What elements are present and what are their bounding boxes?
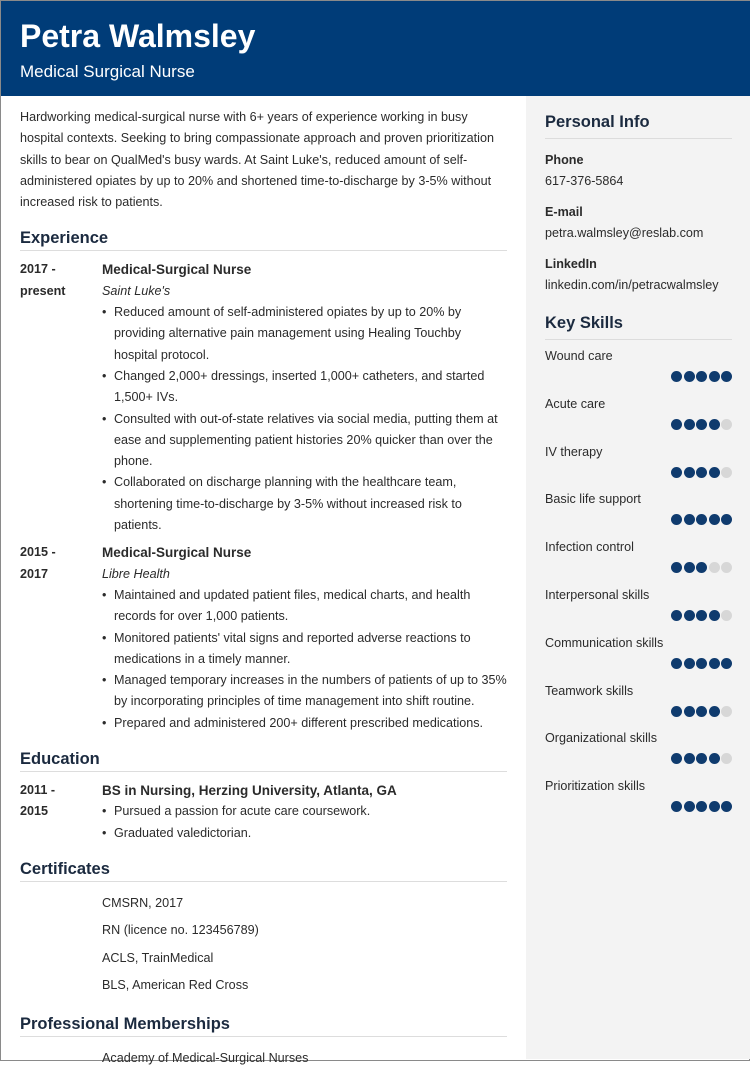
- rating-dot: [721, 562, 732, 573]
- skill-rating: [671, 706, 732, 717]
- phone-value: 617-376-5864: [545, 174, 624, 188]
- rating-dot: [709, 753, 720, 764]
- rating-dot: [684, 801, 695, 812]
- sidebar: [526, 96, 750, 1059]
- company: Saint Luke's: [102, 283, 171, 298]
- rating-dot: [684, 467, 695, 478]
- rating-dot: [684, 371, 695, 382]
- experience-list: [20, 259, 507, 734]
- email-value: petra.walmsley@reslab.com: [545, 226, 704, 240]
- skill-name: Teamwork skills: [545, 683, 634, 698]
- rating-dot: [721, 801, 732, 812]
- skill-rating: [671, 562, 732, 573]
- personal-info-heading: Personal Info: [545, 112, 732, 139]
- certificate-item: RN (licence no. 123456789): [102, 923, 259, 938]
- job-bullet: • Managed temporary increases in the numbers of patients of up to 35% by incorporating principles of time management into shift routine.: [102, 670, 507, 713]
- job-title: Medical-Surgical Nurse: [102, 545, 252, 561]
- rating-dot: [696, 419, 707, 430]
- candidate-name: Petra Walmsley: [20, 18, 256, 54]
- main-column: [20, 107, 507, 1072]
- skill-name: Communication skills: [545, 635, 664, 650]
- rating-dot: [684, 419, 695, 430]
- skill-rating: [671, 658, 732, 669]
- job-date: 2015 - 2017: [20, 545, 56, 581]
- experience-heading: Experience: [20, 228, 507, 251]
- skill-item: [545, 483, 732, 531]
- rating-dot: [684, 706, 695, 717]
- rating-dot: [721, 371, 732, 382]
- certificate-item: ACLS, TrainMedical: [102, 950, 214, 965]
- certificates-heading: Certificates: [20, 859, 507, 882]
- rating-dot: [721, 467, 732, 478]
- rating-dot: [684, 753, 695, 764]
- skill-name: Prioritization skills: [545, 779, 646, 794]
- rating-dot: [671, 419, 682, 430]
- skill-item: [545, 340, 732, 388]
- rating-dot: [671, 658, 682, 669]
- skill-item: [545, 436, 732, 484]
- rating-dot: [721, 514, 732, 525]
- rating-dot: [671, 514, 682, 525]
- resume-header: [1, 1, 750, 96]
- rating-dot: [671, 562, 682, 573]
- rating-dot: [684, 610, 695, 621]
- rating-dot: [696, 610, 707, 621]
- rating-dot: [709, 371, 720, 382]
- rating-dot: [709, 610, 720, 621]
- education-entry: [20, 780, 507, 844]
- skill-item: [545, 531, 732, 579]
- rating-dot: [721, 706, 732, 717]
- rating-dot: [709, 801, 720, 812]
- linkedin-label: LinkedIn: [545, 257, 597, 271]
- rating-dot: [696, 706, 707, 717]
- rating-dot: [696, 562, 707, 573]
- skill-rating: [671, 371, 732, 382]
- education-bullet: • Graduated valedictorian.: [102, 823, 507, 844]
- rating-dot: [721, 658, 732, 669]
- rating-dot: [684, 514, 695, 525]
- job-bullet: • Consulted with out-of-state relatives via social media, putting them at ease and supplementing patient histories 20% quicker than over the phone.: [102, 409, 507, 473]
- certificates-list: [20, 890, 507, 999]
- rating-dot: [684, 658, 695, 669]
- skill-name: Basic life support: [545, 492, 641, 507]
- skill-name: Organizational skills: [545, 731, 657, 746]
- company: Libre Health: [102, 566, 170, 581]
- membership-item: Academy of Medical-Surgical Nurses: [102, 1051, 309, 1066]
- rating-dot: [709, 706, 720, 717]
- rating-dot: [696, 467, 707, 478]
- rating-dot: [721, 610, 732, 621]
- education-bullet: • Pursued a passion for acute care coursework.: [102, 801, 507, 822]
- job-title: Medical-Surgical Nurse: [102, 262, 252, 278]
- certificate-item: CMSRN, 2017: [102, 895, 184, 910]
- skill-item: [545, 627, 732, 675]
- rating-dot: [721, 419, 732, 430]
- job-bullet: • Reduced amount of self-administered opiates by up to 20% by providing alternative pain management using Healing Touchby hospital protocol.: [102, 302, 507, 366]
- skill-item: [545, 579, 732, 627]
- rating-dot: [684, 562, 695, 573]
- skill-item: [545, 388, 732, 436]
- skill-item: [545, 770, 732, 818]
- rating-dot: [671, 753, 682, 764]
- rating-dot: [696, 514, 707, 525]
- rating-dot: [696, 753, 707, 764]
- rating-dot: [696, 371, 707, 382]
- rating-dot: [696, 658, 707, 669]
- email-label: E-mail: [545, 205, 583, 219]
- rating-dot: [671, 706, 682, 717]
- linkedin-value: linkedin.com/in/petracwalmsley: [545, 278, 719, 292]
- degree: BS in Nursing, Herzing University, Atlanta, GA: [102, 783, 397, 799]
- education-date: 2011 - 2015: [20, 783, 56, 819]
- skill-rating: [671, 610, 732, 621]
- skill-name: Infection control: [545, 540, 634, 555]
- rating-dot: [709, 562, 720, 573]
- rating-dot: [671, 371, 682, 382]
- memberships-list: [20, 1045, 507, 1072]
- skills-list: [545, 340, 732, 818]
- candidate-title: Medical Surgical Nurse: [20, 62, 195, 81]
- rating-dot: [721, 753, 732, 764]
- phone-label: Phone: [545, 153, 584, 167]
- rating-dot: [671, 610, 682, 621]
- job-bullet: • Monitored patients' vital signs and reported adverse reactions to medications in a timely manner.: [102, 628, 507, 671]
- job-bullet: • Changed 2,000+ dressings, inserted 1,000+ catheters, and started 1,500+ IVs.: [102, 366, 507, 409]
- rating-dot: [671, 801, 682, 812]
- skill-name: Acute care: [545, 396, 606, 411]
- rating-dot: [671, 467, 682, 478]
- job-bullet: • Maintained and updated patient files, medical charts, and health records for over 1,000 patients.: [102, 585, 507, 628]
- job-bullet: • Prepared and administered 200+ different prescribed medications.: [102, 713, 507, 734]
- skill-rating: [671, 467, 732, 478]
- job-date: 2017 - present: [20, 262, 66, 298]
- rating-dot: [696, 801, 707, 812]
- rating-dot: [709, 658, 720, 669]
- skill-item: [545, 722, 732, 770]
- memberships-heading: Professional Memberships: [20, 1014, 507, 1037]
- skill-rating: [671, 419, 732, 430]
- skill-item: [545, 675, 732, 723]
- rating-dot: [709, 419, 720, 430]
- rating-dot: [709, 514, 720, 525]
- skill-rating: [671, 753, 732, 764]
- skill-rating: [671, 801, 732, 812]
- skill-rating: [671, 514, 732, 525]
- skill-name: Interpersonal skills: [545, 587, 650, 602]
- experience-entry: [20, 542, 507, 734]
- certificate-item: BLS, American Red Cross: [102, 977, 249, 992]
- education-heading: Education: [20, 749, 507, 772]
- job-bullet: • Collaborated on discharge planning with the healthcare team, shortening time-to-discharge by 3-5% without increased risk to patients.: [102, 472, 507, 536]
- rating-dot: [709, 467, 720, 478]
- skill-name: Wound care: [545, 349, 613, 363]
- summary: Hardworking medical-surgical nurse with 6+ years of experience working in busy hospital contexts. Seeking to bring compassionate approach and proven prioritization skills to bear on QualMed's busy wards. At Saint Luke's, reduced amount of self-administered opiates by up to 20% and shortened time-to-discharge by 3-5% without increased risk to patients.: [20, 110, 494, 210]
- skill-name: IV therapy: [545, 444, 603, 459]
- key-skills-heading: Key Skills: [545, 313, 732, 340]
- experience-entry: [20, 259, 507, 536]
